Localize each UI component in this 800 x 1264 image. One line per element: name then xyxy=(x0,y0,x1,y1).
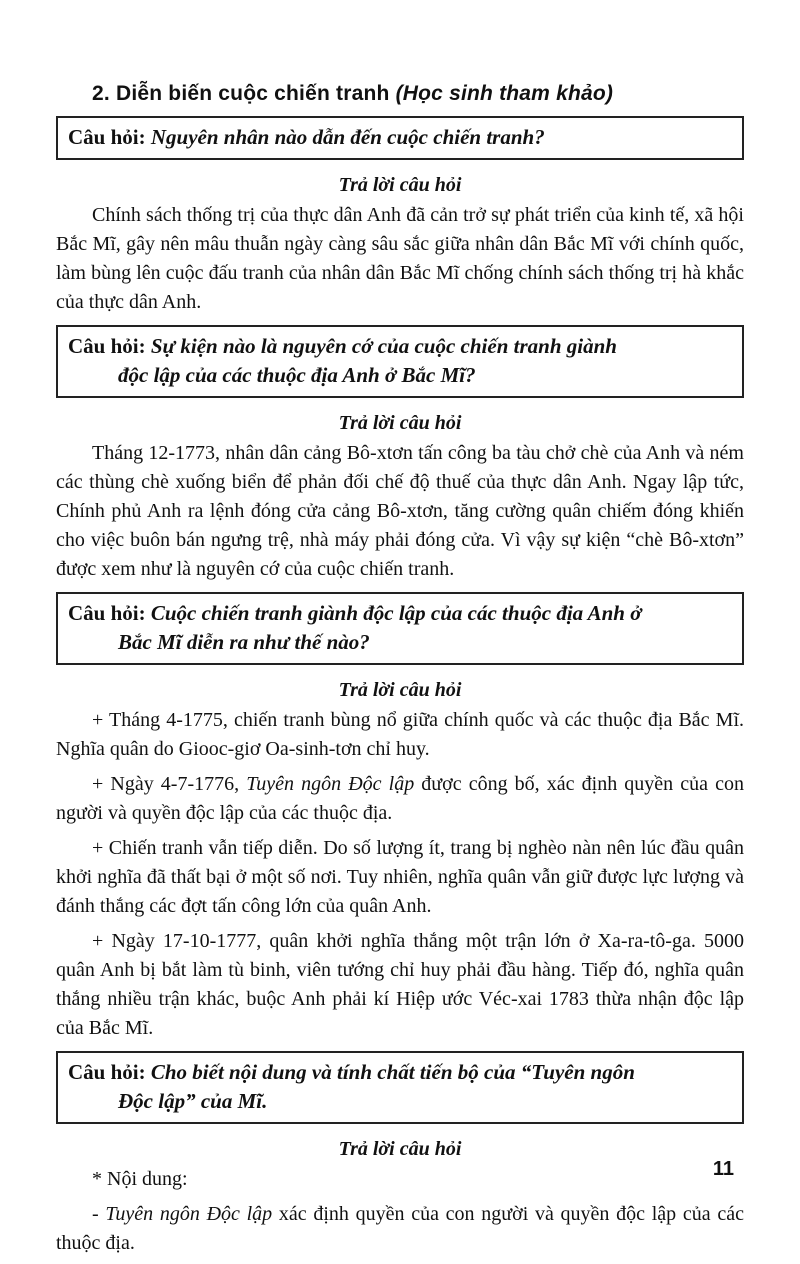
content-heading: * Nội dung: xyxy=(92,1168,188,1190)
answer-paragraph: Tháng 12-1773, nhân dân cảng Bô-xtơn tấn công ba tàu chở chè của Anh và ném các thùng chè xuống biển để phản đối chế độ thuế của thực dân Anh. Ngay lập tức, Chính phủ Anh ra lệnh đóng cửa cảng Bô-xtơn, tăng cường quân chiếm đóng khiến cho việc buôn bán ngưng trệ, nhà máy phải đóng cửa. Vì vậy sự kiện “chè Bô-xtơn” được xem như là nguyên cớ của cuộc chiến tranh. xyxy=(56,442,744,580)
answer-paragraph: + Ngày 17-10-1777, quân khởi nghĩa thắng một trận lớn ở Xa-ra-tô-ga. 5000 quân Anh bị bắt làm tù binh, viên tướng chỉ huy phải đầu hàng. Tiếp đó, nghĩa quân thắng nhiều trận khác, buộc Anh phải kí Hiệp ước Véc-xai 1783 thừa nhận độc lập của Bắc Mĩ. xyxy=(56,930,744,1039)
question-box-1 xyxy=(56,116,744,160)
answer-title: Trả lời câu hỏi xyxy=(338,174,462,196)
document-page xyxy=(56,82,744,1264)
question-label: Câu hỏi: xyxy=(68,334,146,358)
question-text-cont: Độc lập” của Mĩ. xyxy=(118,1089,268,1113)
question-text: Cuộc chiến tranh giành độc lập của các thuộc địa Anh ở xyxy=(150,601,642,625)
question-label: Câu hỏi: xyxy=(68,125,146,149)
answer-title: Trả lời câu hỏi xyxy=(338,679,462,701)
page-number: 11 xyxy=(712,1158,734,1180)
section-title-text: 2. Diễn biến cuộc chiến tranh xyxy=(92,82,390,105)
content-italic-title: Tuyên ngôn Độc lập xyxy=(105,1203,273,1225)
answer-paragraph: + Tháng 4-1775, chiến tranh bùng nổ giữa chính quốc và các thuộc địa Bắc Mĩ. Nghĩa quân do Giooc-giơ Oa-sinh-tơn chỉ huy. xyxy=(56,709,744,760)
para-prefix: + Ngày 4-7-1776, xyxy=(92,773,247,795)
section-title xyxy=(92,82,744,106)
question-label: Câu hỏi: xyxy=(68,1060,146,1084)
question-text: Sự kiện nào là nguyên cớ của cuộc chiến tranh giành xyxy=(150,334,617,358)
question-text: Nguyên nhân nào dẫn đến cuộc chiến tranh? xyxy=(150,125,545,149)
question-box-2 xyxy=(56,325,744,398)
section-title-hint: (Học sinh tham khảo) xyxy=(395,82,614,105)
question-label: Câu hỏi: xyxy=(68,601,146,625)
content-suffix: xác định quyền của con người và quyền độc lập của các thuộc địa. xyxy=(56,1203,744,1254)
content-prefix: - xyxy=(92,1203,106,1225)
answer-paragraph-1776 xyxy=(56,770,744,828)
question-text-cont: Bắc Mĩ diễn ra như thế nào? xyxy=(118,630,370,654)
question-text: Cho biết nội dung và tính chất tiến bộ của “Tuyên ngôn xyxy=(150,1060,635,1084)
question-text-cont: độc lập của các thuộc địa Anh ở Bắc Mĩ? xyxy=(118,363,476,387)
answer-paragraph: Chính sách thống trị của thực dân Anh đã cản trở sự phát triển của kinh tế, xã hội Bắc Mĩ, gây nên mâu thuẫn ngày càng sâu sắc giữa nhân dân Bắc Mĩ với chính quốc, làm bùng lên cuộc đấu tranh của nhân dân Bắc Mĩ chống chính sách thống trị hà khắc của thực dân Anh. xyxy=(56,204,744,313)
answer-title: Trả lời câu hỏi xyxy=(338,412,462,434)
para-suffix: được công bố, xác định quyền của con người và quyền độc lập của các thuộc địa. xyxy=(56,773,745,824)
content-item xyxy=(56,1200,744,1258)
answer-paragraph: + Chiến tranh vẫn tiếp diễn. Do số lượng ít, trang bị nghèo nàn nên lúc đầu quân khởi nghĩa đã thất bại ở một số nơi. Tuy nhiên, nghĩa quân vẫn giữ được lực lượng và đánh thắng các đợt tấn công lớn của quân Anh. xyxy=(56,837,744,917)
question-box-3 xyxy=(56,592,744,665)
para-italic-title: Tuyên ngôn Độc lập xyxy=(246,773,415,795)
answer-title: Trả lời câu hỏi xyxy=(338,1138,462,1160)
question-box-4 xyxy=(56,1051,744,1124)
